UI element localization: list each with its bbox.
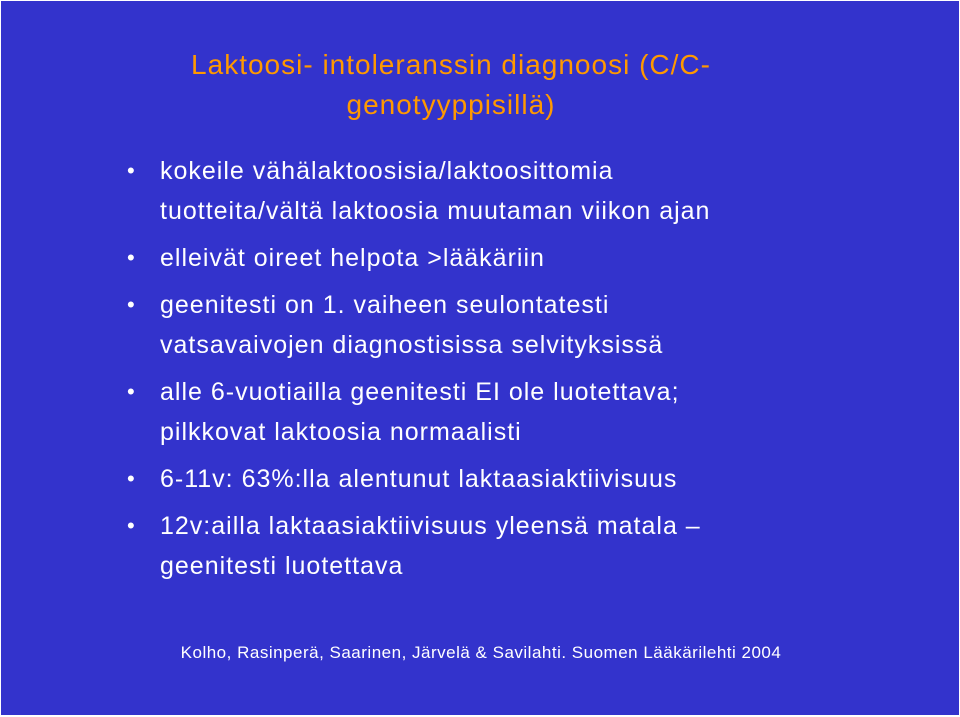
bullet-icon: • <box>127 245 136 270</box>
bullet-icon: • <box>127 513 136 538</box>
bullet-line: 6-11v: 63%:lla alentunut laktaasiaktiivisuus <box>160 465 678 493</box>
bullet-icon: • <box>127 292 136 317</box>
bullet-line: vatsavaivojen diagnostisissa selvityksissä <box>160 331 664 359</box>
slide-title-line-1: Laktoosi- intoleranssin diagnoosi (C/C- <box>191 49 711 80</box>
bullet-item-3 <box>127 285 927 365</box>
bullet-item-5 <box>127 459 927 499</box>
bullet-icon: • <box>127 466 136 491</box>
bullet-icon: • <box>127 158 136 183</box>
bullet-item-6 <box>127 506 927 586</box>
citation-footer: Kolho, Rasinperä, Saarinen, Järvelä & Savilahti. Suomen Lääkärilehti 2004 <box>180 643 782 662</box>
bullet-line: 12v:ailla laktaasiaktiivisuus yleensä matala – <box>160 512 701 540</box>
bullet-line: pilkkovat laktoosia normaalisti <box>160 418 522 446</box>
bullet-item-2 <box>127 238 927 278</box>
bullet-list <box>127 151 927 593</box>
bullet-line: geenitesti luotettava <box>160 552 404 580</box>
slide <box>1 1 959 715</box>
bullet-item-1 <box>127 151 927 231</box>
bullet-line: alle 6-vuotiailla geenitesti EI ole luotettava; <box>160 378 680 406</box>
bullet-line: kokeile vähälaktoosisia/laktoosittomia <box>160 157 614 185</box>
slide-title <box>1 45 901 125</box>
slide-title-line-2: genotyyppisillä) <box>346 89 556 120</box>
bullet-line: geenitesti on 1. vaiheen seulontatesti <box>160 291 610 319</box>
bullet-icon: • <box>127 379 136 404</box>
bullet-item-4 <box>127 372 927 452</box>
bullet-line: elleivät oireet helpota >lääkäriin <box>160 244 545 272</box>
bullet-line: tuotteita/vältä laktoosia muutaman viikon ajan <box>160 197 711 225</box>
